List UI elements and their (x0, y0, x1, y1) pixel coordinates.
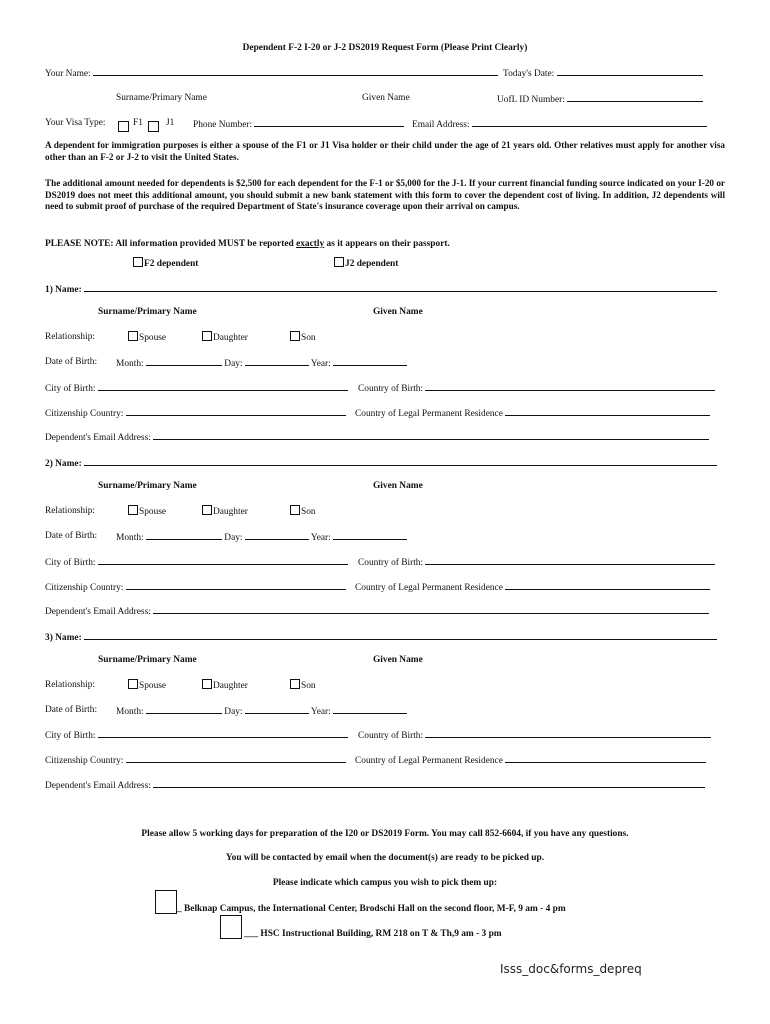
dependent-2-residence-field[interactable] (505, 580, 710, 590)
dependent-1-day-field[interactable] (245, 356, 309, 366)
todays-date-label: Today's Date: (503, 69, 555, 79)
dependent-2-email-row: Dependent's Email Address: (45, 604, 709, 618)
dependent-3-day-field[interactable] (245, 704, 309, 714)
given-caption: Given Name (362, 93, 410, 103)
dependent-1-relationship-label: Relationship: (45, 332, 95, 342)
dependent-1-residence-row: Country of Legal Permanent Residence (355, 406, 710, 420)
dependent-1-son-checkbox[interactable] (290, 331, 300, 341)
dependent-definition: A dependent for immigration purposes is either a spouse of the F1 or J1 Visa holder or their child under the age of 21 years old. Other relatives must apply for another visa other than an F-2 or J-2 to visit the United States. (45, 140, 725, 162)
dependent-3-spouse-option[interactable]: Spouse (128, 679, 166, 692)
form-title: Dependent F-2 I-20 or J-2 DS2019 Request Form (Please Print Clearly) (242, 43, 528, 53)
dependent-3-residence-row: Country of Legal Permanent Residence (355, 753, 706, 767)
dependent-3-given-caption: Given Name (373, 655, 423, 665)
dependent-2-email-field[interactable] (153, 604, 709, 614)
dependent-3-name-row (45, 630, 717, 644)
hsc-checkbox[interactable] (220, 915, 242, 939)
dependent-2-surname-caption: Surname/Primary Name (98, 481, 197, 491)
dependent-3-month-field[interactable] (146, 704, 222, 714)
dependent-1-name-field[interactable] (84, 282, 717, 292)
dependent-1-country-birth-field[interactable] (425, 381, 715, 391)
processing-time-note: Please allow 5 working days for preparation of the I20 or DS2019 Form. You may call 852-6604, if you have any questions. (141, 829, 629, 839)
j2-dependent-label: J2 dependent (345, 259, 399, 269)
dependent-2-city-row: City of Birth: (45, 555, 348, 569)
campus-prompt: Please indicate which campus you wish to pick them up: (272, 878, 498, 888)
dependent-3-daughter-checkbox[interactable] (202, 679, 212, 689)
dependent-3-dob-label: Date of Birth: (45, 705, 98, 715)
dependent-2-country-birth-row: Country of Birth: (358, 555, 715, 569)
dependent-2-daughter-option[interactable]: Daughter (202, 505, 248, 518)
dependent-2-name-row (45, 456, 717, 470)
todays-date-row (503, 66, 703, 80)
dependent-3-spouse-checkbox[interactable] (128, 679, 138, 689)
dependent-3-surname-caption: Surname/Primary Name (98, 655, 197, 665)
f2-dependent-option[interactable] (133, 257, 198, 270)
dependent-3-daughter-option[interactable]: Daughter (202, 679, 248, 692)
dependent-1-year-field[interactable] (333, 356, 407, 366)
dependent-2-day-field[interactable] (245, 530, 309, 540)
note-exactly: exactly (296, 239, 325, 249)
dependent-1-dob-label: Date of Birth: (45, 357, 98, 367)
dependent-1-name-label: 1) Name: (45, 285, 82, 295)
dependent-3-son-option[interactable]: Son (290, 679, 316, 692)
dependent-3-country-birth-field[interactable] (425, 728, 711, 738)
dependent-2-month-field[interactable] (146, 530, 222, 540)
dependent-2-dob-row: Month: Day: Year: (116, 530, 407, 544)
dependent-3-email-row: Dependent's Email Address: (45, 778, 705, 792)
uofl-id-field[interactable] (567, 92, 703, 102)
email-field[interactable] (472, 117, 707, 127)
dependent-2-city-field[interactable] (98, 555, 348, 565)
j1-checkbox[interactable] (148, 121, 159, 132)
document-id: Isss_doc&forms_depreq (500, 962, 642, 976)
uofl-id-label: UofL ID Number: (497, 95, 565, 105)
dependent-1-email-row: Dependent's Email Address: (45, 430, 709, 444)
dependent-1-citizenship-field[interactable] (126, 406, 346, 416)
dependent-1-city-row: City of Birth: (45, 381, 348, 395)
dependent-2-country-birth-field[interactable] (425, 555, 715, 565)
dependent-2-given-caption: Given Name (373, 481, 423, 491)
dependent-2-citizenship-field[interactable] (126, 580, 346, 590)
todays-date-field[interactable] (557, 66, 703, 76)
your-name-row (45, 66, 498, 80)
dependent-3-relationship-label: Relationship: (45, 680, 95, 690)
dependent-3-son-checkbox[interactable] (290, 679, 300, 689)
contact-note: You will be contacted by email when the document(s) are ready to be picked up. (225, 853, 545, 863)
dependent-1-residence-field[interactable] (505, 406, 710, 416)
dependent-2-name-field[interactable] (84, 456, 717, 466)
email-row (412, 117, 707, 131)
dependent-1-son-option[interactable]: Son (290, 331, 316, 344)
phone-field[interactable] (254, 117, 404, 127)
dependent-1-month-field[interactable] (146, 356, 222, 366)
f2-dependent-label: F2 dependent (144, 259, 199, 269)
dependent-2-spouse-option[interactable]: Spouse (128, 505, 166, 518)
dependent-3-name-label: 3) Name: (45, 633, 82, 643)
dependent-3-country-birth-row: Country of Birth: (358, 728, 711, 742)
j2-dependent-option[interactable] (334, 257, 398, 270)
dependent-3-citizenship-row: Citizenship Country: (45, 753, 346, 767)
dependent-3-email-field[interactable] (153, 778, 705, 788)
dependent-2-residence-row: Country of Legal Permanent Residence (355, 580, 710, 594)
dependent-3-city-row: City of Birth: (45, 728, 348, 742)
dependent-2-relationship-label: Relationship: (45, 506, 95, 516)
dependent-1-country-birth-row: Country of Birth: (358, 381, 715, 395)
dependent-1-name-row (45, 282, 717, 296)
f1-checkbox[interactable] (118, 121, 129, 132)
dependent-3-city-field[interactable] (98, 728, 348, 738)
dependent-1-given-caption: Given Name (373, 307, 423, 317)
dependent-2-name-label: 2) Name: (45, 459, 82, 469)
your-name-label: Your Name: (45, 69, 91, 79)
dependent-3-citizenship-field[interactable] (126, 753, 346, 763)
belknap-checkbox[interactable] (155, 890, 177, 914)
dependent-3-dob-row: Month: Day: Year: (116, 704, 407, 718)
f2-dependent-checkbox[interactable] (133, 257, 143, 267)
surname-caption: Surname/Primary Name (116, 93, 207, 103)
dependent-3-year-field[interactable] (333, 704, 407, 714)
dependent-2-son-option[interactable]: Son (290, 505, 316, 518)
dependent-1-dob-row: Month: Day: Year: (116, 356, 407, 370)
dependent-1-spouse-option[interactable]: Spouse (128, 331, 166, 344)
hsc-option: ___ HSC Instructional Building, RM 218 on T & Th,9 am - 3 pm (244, 929, 502, 939)
dependent-1-daughter-checkbox[interactable] (202, 331, 212, 341)
dependent-1-spouse-checkbox[interactable] (128, 331, 138, 341)
dependent-2-spouse-checkbox[interactable] (128, 505, 138, 515)
j1-label: J1 (166, 118, 175, 128)
passport-note: PLEASE NOTE: All information provided MUST be reported exactly as it appears on their passport. (45, 239, 450, 249)
uofl-id-row (497, 92, 703, 106)
dependent-1-email-field[interactable] (153, 430, 709, 440)
dependent-1-city-field[interactable] (98, 381, 348, 391)
funding-requirement: The additional amount needed for dependents is $2,500 for each dependent for the F-1 or $5,000 for the J-1. If your current financial funding source indicated on your I-20 or DS2019 does not meet this additional amount, you should submit a new bank statement with this form to cover the dependent cost of living. In addition, J2 dependents will need to submit proof of purchase of the required Department of State's insurance coverage upon their arrival on campus. (45, 178, 725, 212)
dependent-3-residence-field[interactable] (505, 753, 706, 763)
j2-dependent-checkbox[interactable] (334, 257, 344, 267)
belknap-option: _ Belknap Campus, the International Center, Brodschi Hall on the second floor, M-F, 9 am - 4 pm (177, 904, 566, 914)
dependent-2-citizenship-row: Citizenship Country: (45, 580, 346, 594)
email-label: Email Address: (412, 120, 470, 130)
dependent-2-dob-label: Date of Birth: (45, 531, 98, 541)
dependent-2-daughter-checkbox[interactable] (202, 505, 212, 515)
phone-row (193, 117, 404, 131)
dependent-1-daughter-option[interactable]: Daughter (202, 331, 248, 344)
your-name-field[interactable] (93, 66, 498, 76)
visa-type-label: Your Visa Type: (45, 118, 106, 128)
dependent-1-surname-caption: Surname/Primary Name (98, 307, 197, 317)
dependent-3-name-field[interactable] (84, 630, 717, 640)
dependent-2-year-field[interactable] (333, 530, 407, 540)
f1-label: F1 (133, 118, 143, 128)
phone-label: Phone Number: (193, 120, 253, 130)
dependent-2-son-checkbox[interactable] (290, 505, 300, 515)
dependent-1-citizenship-row: Citizenship Country: (45, 406, 346, 420)
